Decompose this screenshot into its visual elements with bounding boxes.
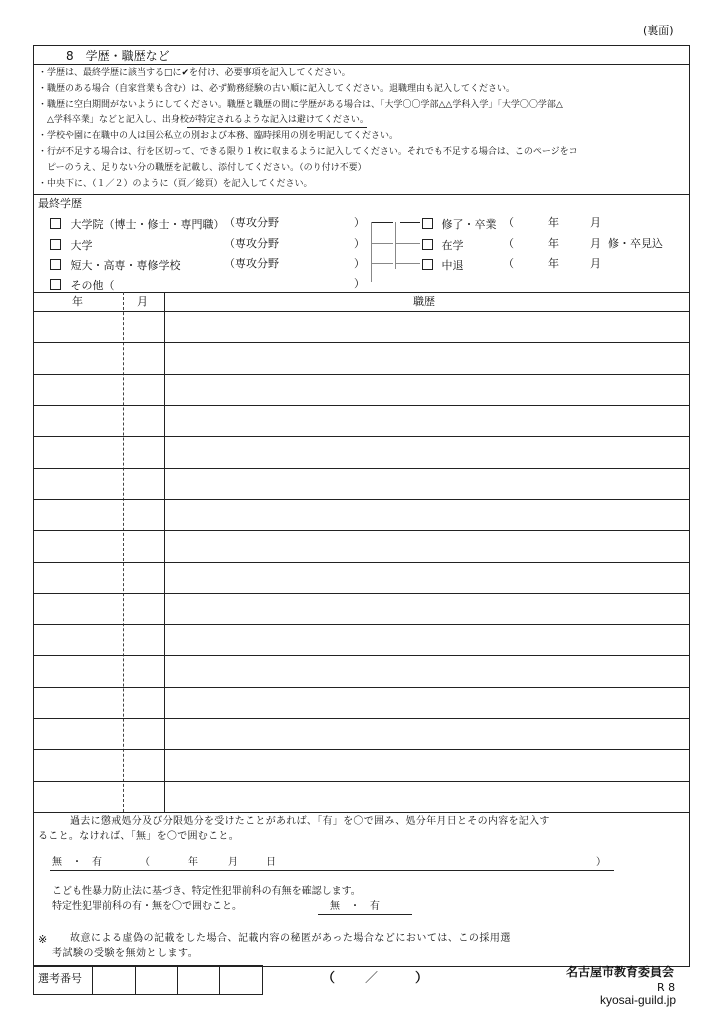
checkbox-college[interactable] [50, 259, 61, 270]
page-side-label: (裏面) [643, 24, 674, 37]
note-text: 故意による虚偽の記載をした場合、記載内容の秘匿があった場合などにおいては、この採用選 [70, 933, 511, 944]
site-watermark: kyosai-guild.jp [600, 993, 677, 1007]
day-label: 日 [266, 857, 276, 868]
table-row-divider [34, 374, 689, 375]
status-label: 中退 [441, 259, 464, 272]
month-label: 月 [228, 857, 238, 868]
edu-option-label: その他（ [70, 279, 115, 292]
table-row-divider [34, 530, 689, 531]
close-paren: ） [354, 237, 365, 250]
status-withdrawn[interactable] [422, 257, 464, 273]
expected-label: 修・卒見込 [608, 237, 663, 250]
page-indicator-close: ） [415, 971, 429, 986]
table-row-divider [34, 436, 689, 437]
table-row-divider [34, 499, 689, 500]
issuer-name: 名古屋市教育委員会 [566, 965, 675, 979]
table-row-divider [34, 562, 689, 563]
table-row-divider [34, 405, 689, 406]
table-header-career: 職歴 [413, 295, 435, 308]
close-paren: ） [354, 277, 365, 290]
page-indicator-open: （ [322, 971, 336, 986]
edu-option-graduate[interactable] [50, 216, 225, 232]
edu-option-label: 短大・高専・専修学校 [70, 259, 181, 272]
exam-number-cell[interactable] [220, 966, 261, 994]
exam-number-cell[interactable] [178, 966, 219, 994]
instruction-line: △学科卒業」などと記入し、出身校が特定されるような記入は避けてください。 [38, 115, 369, 125]
form-code: R 8 [657, 981, 676, 994]
edu-option-university[interactable] [50, 237, 93, 253]
table-row-divider [34, 593, 689, 594]
checkbox-university[interactable] [50, 239, 61, 250]
checkbox-graduated[interactable] [422, 218, 433, 229]
major-label: （専攻分野 [224, 257, 279, 270]
instruction-line: ピーのうえ、足りない分の職歴を記載し、添付してください。（のり付け不要） [38, 163, 367, 173]
date-close-paren: ） [596, 857, 606, 868]
status-enrolled[interactable] [422, 237, 464, 253]
table-row-divider [34, 655, 689, 656]
date-open-paren: （ [503, 257, 514, 270]
table-row-divider [34, 749, 689, 750]
discipline-answer[interactable]: 無 ・ 有 [52, 857, 102, 868]
major-label: （専攻分野 [224, 216, 279, 229]
year-label: 年 [548, 216, 559, 229]
checkbox-enrolled[interactable] [422, 239, 433, 250]
date-open-paren: （ [140, 857, 150, 868]
instruction-line: ・学歴は、最終学歴に該当する□に✔を付け、必要事項を記入してください。 [38, 68, 351, 78]
discipline-text: ること。なければ、「無」を〇で囲むこと。 [38, 831, 239, 842]
status-label: 修了・卒業 [441, 218, 497, 231]
year-label: 年 [548, 257, 559, 270]
note-text: 考試験の受験を無効とします。 [52, 948, 199, 959]
exam-number-label: 選考番号 [38, 972, 82, 985]
child-protection-text: 特定性犯罪前科の有・無を〇で囲むこと。 [52, 901, 242, 912]
major-label: （専攻分野 [224, 237, 279, 250]
close-paren: ） [354, 257, 365, 270]
edu-option-label: 大学院（博士・修士・専門職） [70, 218, 225, 231]
table-row-divider [34, 781, 689, 782]
exam-number-cell[interactable] [136, 966, 177, 994]
table-row-divider [34, 342, 689, 343]
status-graduated[interactable] [422, 216, 497, 232]
edu-option-label: 大学 [70, 239, 93, 252]
year-label: 年 [188, 857, 198, 868]
discipline-entry-line[interactable] [50, 870, 614, 871]
page-indicator-slash: ／ [365, 971, 379, 986]
close-paren: ） [354, 216, 365, 229]
date-open-paren: （ [503, 216, 514, 229]
checkbox-withdrawn[interactable] [422, 259, 433, 270]
status-label: 在学 [441, 239, 464, 252]
month-label: 月 [590, 257, 601, 270]
year-label: 年 [548, 237, 559, 250]
table-row-divider [34, 718, 689, 719]
instruction-line: ・職歴のある場合（自家営業も含む）は、必ず勤務経験の古い順に記入してください。退職理由も記入してください。 [38, 84, 516, 94]
table-row-divider [34, 468, 689, 469]
checkbox-graduate[interactable] [50, 218, 61, 229]
child-protection-answer[interactable]: 無 ・ 有 [330, 901, 380, 912]
section-title: 8 学歴・職歴など [66, 49, 170, 63]
note-mark: ※ [38, 933, 48, 946]
edu-option-other[interactable] [50, 277, 115, 293]
instruction-line: ・職歴に空白期間がないようにしてください。職歴と職歴の間に学歴がある場合は、「大学〇〇学部△△学科入学」「大学〇〇学部△ [38, 100, 563, 110]
edu-option-college[interactable] [50, 257, 181, 273]
month-label: 月 [590, 216, 601, 229]
date-open-paren: （ [503, 237, 514, 250]
exam-number-cell[interactable] [93, 966, 135, 994]
table-row-divider [34, 624, 689, 625]
month-label: 月 [590, 237, 601, 250]
child-protection-text: こども性暴力防止法に基づき、特定性犯罪前科の有無を確認します。 [52, 886, 361, 897]
discipline-text: 過去に懲戒処分及び分限処分を受けたことがあれば、「有」を〇で囲み、処分年月日とその内容を記入す [70, 816, 550, 827]
instruction-line: ・行が不足する場合は、行を区切って、できる限り１枚に収まるように記入してください。それでも不足する場合は、このページをコ [38, 147, 578, 157]
instruction-line: ・学校や園に在職中の人は国公私立の別および本務、臨時採用の別を明記してください。 [38, 131, 399, 141]
checkbox-other[interactable] [50, 279, 61, 290]
table-row-divider [34, 687, 689, 688]
table-header-month: 月 [137, 295, 148, 308]
instruction-line: ・中央下に、（１／２）のように（頁／総頁）を記入してください。 [38, 179, 313, 189]
table-header-year: 年 [72, 295, 83, 308]
final-education-title: 最終学歴 [38, 197, 82, 210]
